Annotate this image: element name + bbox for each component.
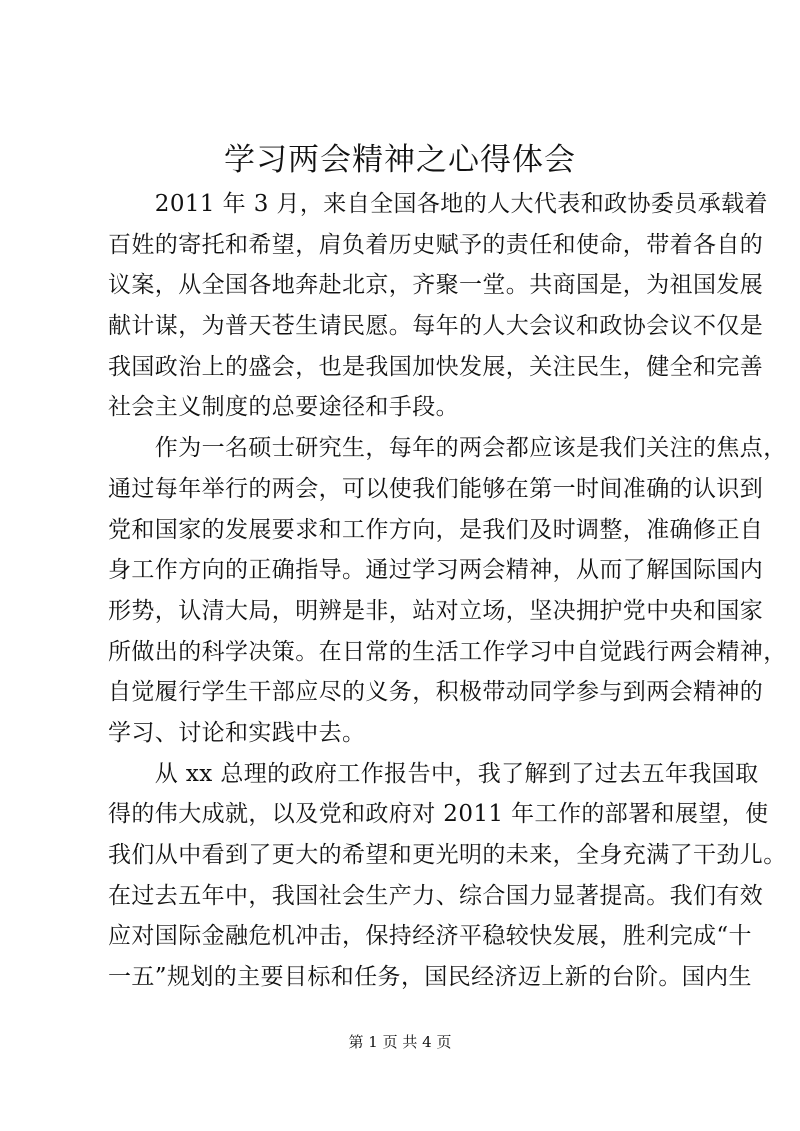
text-line: 一五”规划的主要目标和任务，国民经济迈上新的台阶。国内生: [108, 964, 752, 991]
text-line: 身工作方向的正确指导。通过学习两会精神，从而了解国际国内: [108, 557, 764, 584]
text-line: 2011 年 3 月，来自全国各地的人大代表和政协委员承载着: [108, 191, 768, 217]
text-line: 我们从中看到了更大的希望和更光明的未来，全身充满了干劲儿。: [108, 842, 787, 868]
text-line: 得的伟大成就，以及党和政府对 2011 年工作的部署和展望，使: [108, 801, 769, 828]
document-title: 学习两会精神之心得体会: [224, 142, 576, 178]
text-line: 从 xx 总理的政府工作报告中，我了解到了过去五年我国取: [108, 760, 759, 787]
text-line: 议案，从全国各地奔赴北京，齐聚一堂。共商国是，为祖国发展: [108, 272, 764, 299]
text-line: 我国政治上的盛会，也是我国加快发展，关注民生，健全和完善: [108, 353, 764, 380]
text-line: 在过去五年中，我国社会生产力、综合国力显著提高。我们有效: [108, 882, 764, 909]
text-line: 作为一名硕士研究生，每年的两会都应该是我们关注的焦点，: [108, 435, 787, 462]
text-line: 献计谋，为普天苍生请民愿。每年的人大会议和政协会议不仅是: [108, 313, 764, 340]
text-line: 自觉履行学生干部应尽的义务，积极带动同学参与到两会精神的: [108, 679, 764, 706]
text-line: 所做出的科学决策。在日常的生活工作学习中自觉践行两会精神，: [108, 638, 787, 665]
document-body: [108, 184, 787, 998]
text-line: 应对国际金融危机冲击，保持经济平稳较快发展，胜利完成“十: [108, 923, 752, 950]
page-footer: 第 1 页 共 4 页: [348, 1033, 452, 1051]
text-line: 学习、讨论和实践中去。: [108, 719, 366, 746]
text-line: 形势，认清大局，明辨是非，站对立场，坚决拥护党中央和国家: [108, 597, 764, 624]
text-line: 百姓的寄托和希望，肩负着历史赋予的责任和使命，带着各自的: [108, 231, 764, 258]
text-line: 通过每年举行的两会，可以使我们能够在第一时间准确的认识到: [108, 475, 764, 502]
text-line: 社会主义制度的总要途径和手段。: [108, 394, 459, 421]
text-line: 党和国家的发展要求和工作方向，是我们及时调整，准确修正自: [108, 516, 764, 543]
